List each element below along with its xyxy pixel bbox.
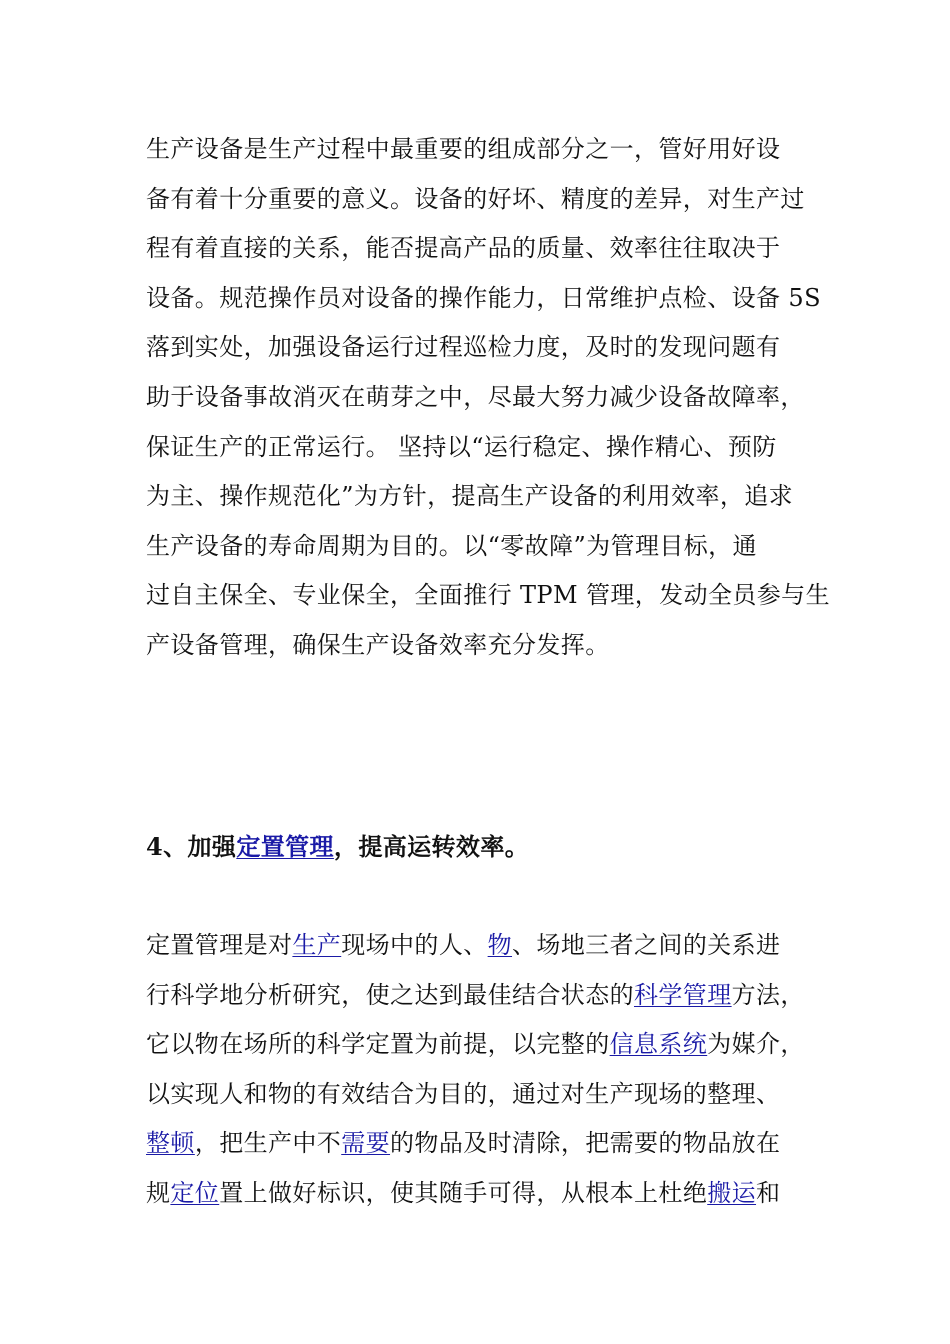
text-segment: 定置管理是对 [146, 931, 293, 959]
text-line: 生产设备是生产过程中最重要的组成部分之一，管好用好设 [146, 135, 781, 163]
text-line [146, 1119, 818, 1169]
link-dingzhi-guanli[interactable]: 定置管理 [236, 832, 334, 861]
text-segment: 的物品及时清除，把需要的物品放在 [390, 1129, 781, 1158]
text-line: 为主、操作规范化”为方针，提高生产设备的利用效率，追求 [146, 482, 794, 511]
text-segment: 置上做好标识，使其随手可得，从根本上杜绝 [219, 1178, 708, 1207]
text-line: 产设备管理，确保生产设备效率充分发挥。 [146, 630, 610, 659]
section-heading [146, 822, 529, 872]
text-line [146, 1169, 818, 1219]
heading-prefix: 4、加强 [146, 832, 237, 861]
text-segment: 和 [756, 1178, 781, 1207]
paragraph-equipment-management [146, 125, 830, 671]
text-line: 程有着直接的关系，能否提高产品的质量、效率往往取决于 [146, 234, 781, 263]
link-wu[interactable]: 物 [487, 931, 513, 959]
text-line [146, 1020, 818, 1070]
paragraph-fixed-position-management [146, 921, 818, 1219]
text-line: 过自主保全、专业保全，全面推行 TPM 管理，发动全员参与生 [146, 581, 830, 610]
text-segment: 规 [146, 1178, 171, 1207]
text-segment: ，把生产中不 [194, 1129, 342, 1158]
link-dingwei[interactable]: 定位 [170, 1178, 220, 1207]
text-line: 生产设备的寿命周期为目的。以“零故障”为管理目标，通 [146, 531, 757, 560]
text-segment: 行科学地分析研究，使之达到最佳结合状态的 [146, 980, 634, 1009]
text-line: 保证生产的正常运行。 坚持以“运行稳定、操作精心、预防 [146, 432, 777, 461]
text-line [146, 921, 818, 971]
link-xinxi-xitong[interactable]: 信息系统 [609, 1030, 708, 1059]
text-line [146, 971, 818, 1021]
text-segment: 现场中的人、 [341, 931, 488, 959]
heading-suffix: ，提高运转效率。 [333, 832, 530, 861]
text-line: 设备。规范操作员对设备的操作能力，日常维护点检、设备 5S [146, 283, 821, 312]
text-line: 备有着十分重要的意义。设备的好坏、精度的差异，对生产过 [146, 184, 805, 213]
link-kexue-guanli[interactable]: 科学管理 [634, 980, 732, 1009]
text-line: 落到实处，加强设备运行过程巡检力度，及时的发现问题有 [146, 333, 781, 362]
text-segment: 以实现人和物的有效结合为目的，通过对生产现场的整理、 [146, 1079, 781, 1108]
link-xuyao[interactable]: 需要 [341, 1129, 391, 1158]
text-segment: 、场地三者之间的关系进 [512, 931, 781, 959]
link-banyun[interactable]: 搬运 [707, 1178, 757, 1207]
text-line [146, 1070, 818, 1120]
text-line: 助于设备事故消灭在萌芽之中，尽最大努力减少设备故障率， [146, 382, 805, 411]
text-segment: 为媒介， [707, 1030, 805, 1059]
link-zhengdun[interactable]: 整顿 [146, 1129, 195, 1158]
link-shengchan[interactable]: 生产 [292, 931, 342, 959]
text-segment: 方法， [731, 980, 805, 1009]
text-segment: 它以物在场所的科学定置为前提，以完整的 [146, 1030, 610, 1059]
